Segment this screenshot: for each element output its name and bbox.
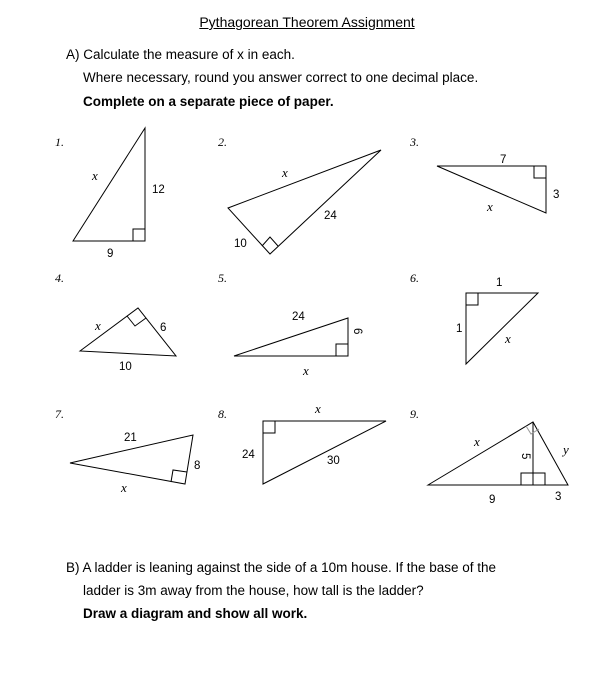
triangle-2	[228, 150, 381, 254]
triangle-5-label-24: 24	[292, 311, 305, 323]
triangle-1-label-x: x	[92, 168, 98, 183]
triangle-8	[242, 401, 386, 484]
triangle-4-label-10: 10	[119, 361, 132, 373]
problem-number-5: 5.	[218, 271, 227, 285]
problem-number-1: 1.	[55, 135, 64, 149]
triangle-2-label-x: x	[282, 165, 288, 180]
triangle-4-label-x: x	[95, 318, 101, 333]
part-a-note: Complete on a separate piece of paper.	[83, 94, 334, 109]
right-angle-mark	[171, 470, 187, 482]
triangle-1	[73, 128, 165, 260]
triangle-2-label-24: 24	[324, 210, 337, 222]
triangle-7-label-8: 8	[194, 460, 201, 472]
triangle-1-label-9: 9	[107, 248, 114, 260]
triangle-9-shape	[428, 422, 568, 485]
part-b-question-cont: ladder is 3m away from the house, how tall is the ladder?	[83, 583, 424, 598]
triangle-6-label-side: 1	[456, 323, 463, 335]
triangle-9-label-y: y	[563, 442, 569, 457]
triangle-5-label-x: x	[303, 363, 309, 378]
problem-number-3: 3.	[410, 135, 419, 149]
triangle-4	[80, 308, 176, 373]
triangle-8-label-x: x	[315, 401, 321, 416]
triangle-6-shape	[466, 293, 538, 364]
right-angle-mark	[133, 229, 145, 241]
part-a-heading: A) Calculate the measure of x in each.	[66, 47, 295, 62]
triangle-9-label-x: x	[474, 434, 480, 449]
right-angle-mark	[466, 293, 478, 305]
part-b-question: B) A ladder is leaning against the side of a 10m house. If the base of the	[66, 560, 497, 575]
triangle-3-label-x: x	[487, 199, 493, 214]
right-angle-mark	[127, 316, 146, 326]
triangle-8-label-30: 30	[327, 455, 340, 467]
triangle-5-label-6: 6	[351, 328, 363, 335]
right-angle-mark	[534, 166, 546, 178]
triangle-8-shape	[263, 421, 386, 484]
problem-number-4: 4.	[55, 271, 64, 285]
triangle-6-label-top: 1	[496, 277, 503, 289]
triangle-7-label-x: x	[121, 480, 127, 495]
right-angle-mark	[262, 237, 278, 246]
problem-number-2: 2.	[218, 135, 227, 149]
triangle-6-label-x: x	[505, 331, 511, 346]
triangle-7	[70, 432, 200, 495]
right-angle-mark	[263, 421, 275, 433]
triangle-5-shape	[234, 318, 348, 356]
problem-number-7: 7.	[55, 407, 64, 421]
part-b-instruction: Draw a diagram and show all work.	[83, 606, 308, 621]
triangle-9-label-5: 5	[519, 453, 531, 460]
triangle-3	[437, 154, 559, 214]
triangle-1-shape	[73, 128, 145, 241]
triangle-1-label-12: 12	[152, 184, 165, 196]
triangle-3-label-3: 3	[553, 189, 560, 201]
triangle-5	[234, 311, 363, 378]
part-a-instruction: Where necessary, round you answer correct to one decimal place.	[83, 70, 479, 85]
problem-number-6: 6.	[410, 271, 419, 285]
triangle-9	[428, 422, 569, 506]
triangle-2-shape	[228, 150, 381, 254]
triangle-2-label-10: 10	[234, 238, 247, 250]
problem-number-8: 8.	[218, 407, 227, 421]
triangle-7-label-21: 21	[124, 432, 137, 444]
right-angle-mark	[336, 344, 348, 356]
problem-number-9: 9.	[410, 407, 419, 421]
triangle-9-label-9: 9	[489, 494, 496, 506]
triangle-4-label-6: 6	[160, 322, 167, 334]
triangle-9-label-3: 3	[555, 491, 562, 503]
triangle-3-label-7: 7	[500, 154, 507, 166]
assignment-title: Pythagorean Theorem Assignment	[199, 14, 415, 30]
triangle-8-label-24: 24	[242, 449, 255, 461]
triangle-6	[456, 277, 538, 364]
